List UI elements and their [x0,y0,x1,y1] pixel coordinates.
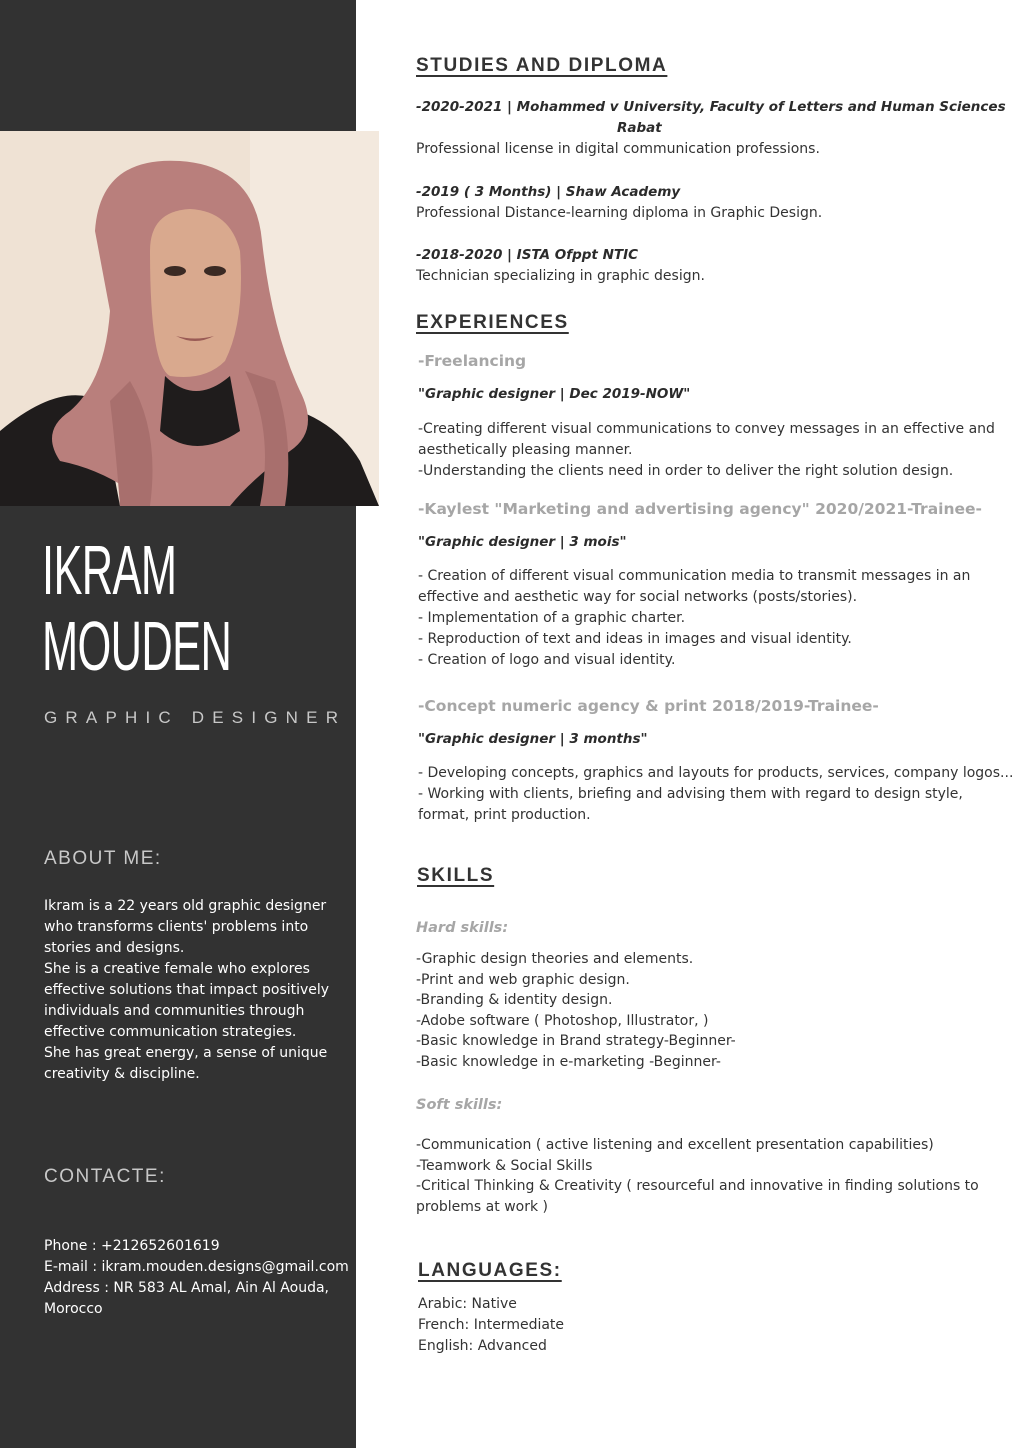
studies-heading: STUDIES AND DIPLOMA [416,55,668,76]
contact-address-country: Morocco [44,1301,103,1317]
hard-skills-label: Hard skills: [416,920,509,936]
language-item: French: Intermediate [418,1317,565,1333]
experience-line: aesthetically pleasing manner. [418,442,633,458]
soft-skills-label: Soft skills: [416,1097,503,1113]
about-text [44,896,344,1085]
languages-list [418,1294,564,1357]
about-line: She is a creative female who explores [44,961,310,977]
contact-phone: Phone : +212652601619 [44,1238,220,1254]
experience-line: - Creation of different visual communication media to transmit messages in an [418,568,971,584]
experience-line: - Working with clients, briefing and advising them with regard to design style, [418,786,963,802]
skill-item: -Print and web graphic design. [416,971,630,988]
experience-line: - Developing concepts, graphics and layouts for products, services, company logos... [418,765,1014,781]
about-line: who transforms clients' problems into [44,919,309,935]
skill-item: problems at work ) [416,1198,548,1215]
about-line: Ikram is a 22 years old graphic designer [44,898,327,914]
skill-item: -Branding & identity design. [416,992,613,1008]
study-title: -2018-2020 | ISTA Ofppt NTIC [416,247,639,263]
about-line: She has great energy, a sense of unique [44,1045,328,1061]
hard-skills-list [416,949,736,1072]
experience-details [418,763,1013,826]
experience-org: -Freelancing [418,352,527,370]
skill-item: -Teamwork & Social Skills [416,1157,593,1174]
experience-line: format, print production. [418,807,591,823]
experience-line: -Creating different visual communications to convey messages in an effective and [418,421,995,437]
study-title-city: Rabat [617,120,662,136]
skill-item: -Basic knowledge in e-marketing -Beginner- [416,1053,721,1070]
experience-role: "Graphic designer | Dec 2019-NOW" [418,386,691,402]
about-heading: ABOUT ME: [44,848,162,869]
contact-text [44,1236,349,1320]
experience-line: - Creation of logo and visual identity. [418,652,676,668]
skill-item: -Communication ( active listening and excellent presentation capabilities) [416,1137,934,1153]
experience-role: "Graphic designer | 3 months" [418,731,648,747]
skills-heading: SKILLS [417,865,495,886]
experience-details [418,566,970,671]
soft-skills-list [416,1135,979,1217]
experience-line: effective and aesthetic way for social networks (posts/stories). [418,589,858,605]
skill-item: -Graphic design theories and elements. [416,951,694,967]
experience-org: -Kaylest "Marketing and advertising agency" 2020/2021-Trainee- [418,500,982,518]
about-line: effective solutions that impact positively [44,982,330,998]
contact-address: Address : NR 583 AL Amal, Ain Al Aouda, [44,1280,329,1296]
study-desc: Technician specializing in graphic design. [416,268,705,284]
last-name: MOUDEN [42,607,232,685]
about-line: creativity & discipline. [44,1066,200,1082]
about-line: effective communication strategies. [44,1024,297,1040]
study-desc: Professional license in digital communication professions. [416,141,820,157]
contact-heading: CONTACTE: [44,1166,166,1187]
experience-line: - Reproduction of text and ideas in images and visual identity. [418,631,852,647]
skill-item: -Critical Thinking & Creativity ( resourceful and innovative in finding solutions to [416,1178,979,1194]
experience-org: -Concept numeric agency & print 2018/2019-Trainee- [418,697,879,715]
contact-email: E-mail : ikram.mouden.designs@gmail.com [44,1259,349,1275]
experience-details [418,419,995,482]
skill-item: -Adobe software ( Photoshop, Illustrator, ) [416,1012,709,1029]
profile-photo [0,131,379,506]
first-name: IKRAM [42,531,177,609]
study-desc: Professional Distance-learning diploma in Graphic Design. [416,205,823,221]
skill-item: -Basic knowledge in Brand strategy-Beginner- [416,1033,736,1049]
about-line: stories and designs. [44,940,185,956]
experience-line: - Implementation of a graphic charter. [418,610,686,626]
experiences-heading: EXPERIENCES [416,312,569,333]
experience-role: "Graphic designer | 3 mois" [418,534,627,550]
about-line: individuals and communities through [44,1003,305,1019]
candidate-name [42,531,232,685]
job-title: GRAPHIC DESIGNER [44,708,347,727]
languages-heading: LANGUAGES: [418,1260,562,1281]
language-item: English: Advanced [418,1338,547,1354]
study-title: -2019 ( 3 Months) | Shaw Academy [416,184,681,200]
experience-line: -Understanding the clients need in order to deliver the right solution design. [418,463,954,479]
study-title: -2020-2021 | Mohammed v University, Faculty of Letters and Human Sciences [416,99,1006,115]
portrait-illustration [0,131,379,506]
language-item: Arabic: Native [418,1296,517,1312]
